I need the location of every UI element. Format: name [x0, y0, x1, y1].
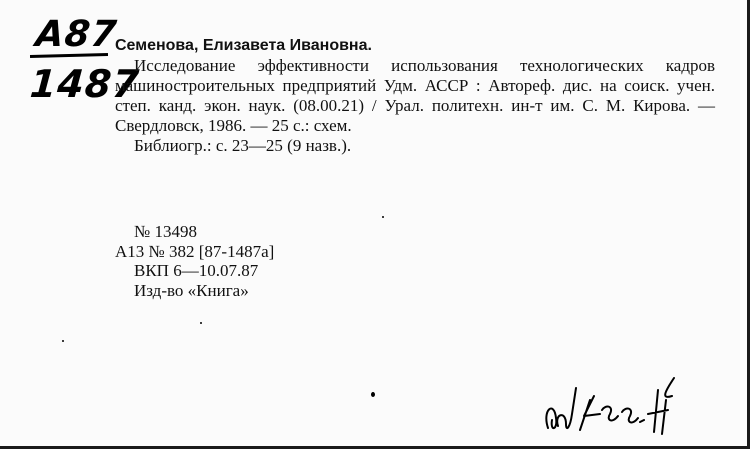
shelf-code: А13 № 382 [87-1487а] [115, 241, 275, 261]
handwritten-shelfmark-top: А87 [33, 14, 120, 55]
vkp-line: ВКП 6—10.07.87 [134, 261, 259, 280]
handwritten-signature [540, 370, 690, 440]
bibliography-note: Библиогр.: с. 23—25 (9 назв.). [134, 136, 352, 155]
author-heading: Семенова, Елизавета Ивановна. [115, 37, 372, 54]
publisher-line: Изд-во «Книга» [134, 280, 249, 300]
handwritten-shelfmark-bottom: 1487 [28, 62, 142, 106]
title-description: Исследование эффективности использования технологических кадров машиностроительных предприятий Удм. АССР : Автореф. дис. на соиск. учен. степ. канд. экон. наук. (08.00.21) / Урал. политехн. ин-т им. С. М. Кирова. — Свердловск, 1986. — 25 с.: схем. [115, 56, 715, 135]
speck [62, 340, 64, 342]
speck [382, 216, 384, 218]
shelfmark-divider [30, 53, 108, 58]
record-body [115, 36, 715, 156]
registration-block [115, 222, 274, 300]
speck [371, 392, 375, 397]
record-number: № 13498 [134, 222, 197, 241]
speck [200, 322, 202, 324]
